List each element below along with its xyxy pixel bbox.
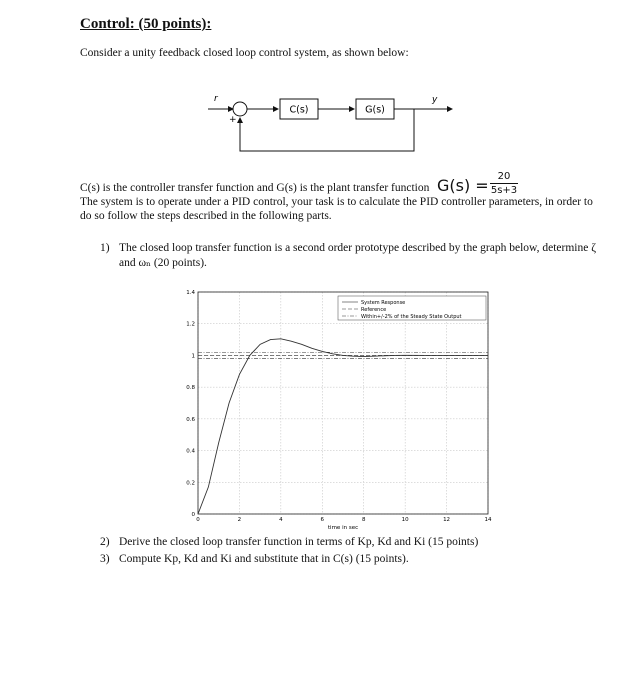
legend-entry: Within+/-2% of the Steady State Output xyxy=(361,314,462,320)
x-tick-label: 0 xyxy=(196,517,200,523)
sum-sign: + xyxy=(229,115,237,125)
x-tick-label: 6 xyxy=(320,517,325,523)
plant-transfer-function-fraction xyxy=(490,171,518,196)
y-tick-label: 0.8 xyxy=(186,385,195,392)
block-diagram xyxy=(200,88,460,168)
y-tick-label: 0.6 xyxy=(186,416,195,423)
chart-legend xyxy=(338,296,486,320)
plant-transfer-function-lhs: G(s) = xyxy=(437,176,489,195)
x-tick-label: 10 xyxy=(401,517,409,523)
chart-frame xyxy=(198,292,488,514)
x-tick-label: 8 xyxy=(361,517,366,523)
step-number: 1) xyxy=(100,242,110,254)
step-text: Derive the closed loop transfer function in terms of Kp, Kd and Ki (15 points) xyxy=(119,536,479,548)
page-title: Control: (50 points): xyxy=(80,16,212,32)
step-3 xyxy=(100,551,478,568)
legend-entry: System Response xyxy=(361,300,406,306)
step-number: 2) xyxy=(100,536,110,548)
summing-junction xyxy=(233,102,247,116)
step-text: Compute Kp, Kd and Ki and substitute that in C(s) (15 points). xyxy=(119,553,409,565)
legend-entry: Reference xyxy=(361,307,387,313)
controller-label: C(s) xyxy=(289,104,309,116)
x-tick-label: 12 xyxy=(443,517,451,523)
y-tick-label: 0.4 xyxy=(186,448,195,455)
x-tick-label: 14 xyxy=(484,517,492,523)
description-paragraph xyxy=(80,181,600,223)
y-tick-label: 1.2 xyxy=(186,321,195,328)
y-tick-label: 1 xyxy=(191,353,195,360)
steps-list xyxy=(100,534,478,568)
input-label: r xyxy=(214,94,218,104)
step-response-chart xyxy=(178,286,498,534)
plant-label: G(s) xyxy=(365,104,385,116)
description-line-1: C(s) is the controller transfer function and G(s) is the plant transfer function xyxy=(80,182,430,194)
step-text: The closed loop transfer function is a second order prototype described by the graph below, determine ζ and ωₙ (20 points). xyxy=(119,242,596,269)
y-tick-label: 1.4 xyxy=(186,290,195,296)
output-label: y xyxy=(432,95,438,105)
y-tick-label: 0 xyxy=(191,512,195,518)
x-tick-label: 2 xyxy=(237,517,242,523)
intro-text: Consider a unity feedback closed loop control system, as shown below: xyxy=(80,47,409,59)
step-2 xyxy=(100,534,478,551)
series-line-0 xyxy=(198,339,488,514)
x-axis-label: time in sec xyxy=(327,525,359,531)
step-number: 3) xyxy=(100,553,110,565)
y-tick-label: 0.2 xyxy=(186,480,195,487)
description-line-2: The system is to operate under a PID control, your task is to calculate the PID controller parameters, in order to do so follow the steps described in the following parts. xyxy=(80,196,593,222)
tf-denominator: 5s+3 xyxy=(490,185,518,196)
x-tick-label: 4 xyxy=(279,517,283,523)
tf-numerator: 20 xyxy=(490,171,518,184)
